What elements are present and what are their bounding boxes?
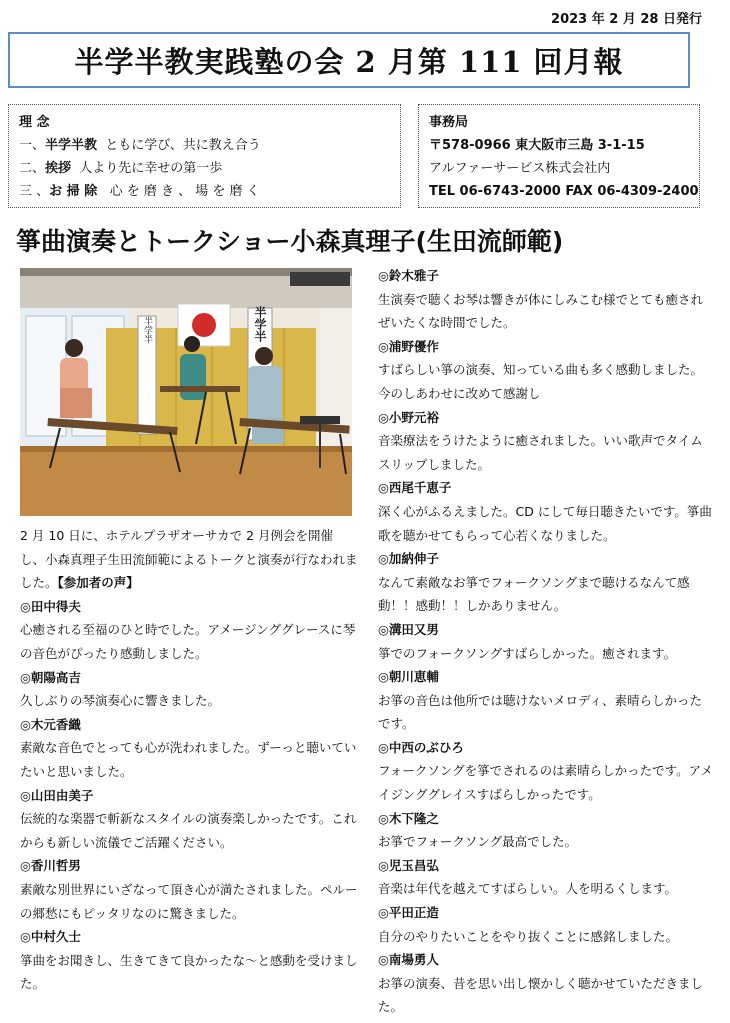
voice-comment: 自分のやりたいことをやり抜くことに感銘しました。 xyxy=(378,928,679,944)
issue-date: 2023 年 2 月 28 日発行 xyxy=(551,12,702,27)
voice-name: ◎中村久士 xyxy=(20,929,81,945)
voice-comment: 久しぶりの琴演奏心に響きました。 xyxy=(20,693,221,709)
voice-name: ◎加納伸子 xyxy=(378,551,439,567)
voice-name: ◎南場勇人 xyxy=(378,952,439,968)
right-column xyxy=(378,264,714,1019)
voice-entry xyxy=(378,665,714,736)
voice-entry xyxy=(378,948,714,1019)
voice-comment: 生演奏で聴くお琴は響きが体にしみこむ様でとても癒されぜいたくな時間でした。 xyxy=(378,291,704,331)
voice-entry xyxy=(20,595,358,666)
voice-comment: お箏の演奏、昔を思い出し懐かしく聴かせていただきました。 xyxy=(378,975,704,1015)
intro-paragraph xyxy=(20,524,358,595)
voice-entry xyxy=(20,784,358,855)
performance-photo xyxy=(20,268,352,516)
left-column xyxy=(20,524,358,996)
voice-comment: すばらしい箏の演奏、知っている曲も多く感動しました。今のしあわせに改めて感謝し xyxy=(378,362,704,401)
voice-comment: 伝統的な楽器で斬新なスタイルの演奏楽しかったです。これからも新しい流儀でご活躍ください。 xyxy=(20,811,357,850)
motto-num: 二、 xyxy=(19,161,46,176)
motto-key: お 掃 除 xyxy=(49,184,98,199)
newsletter-title-box xyxy=(8,32,690,88)
voice-entry xyxy=(20,854,358,925)
voice-name: ◎中西のぶひろ xyxy=(378,739,464,755)
article-title: 箏曲演奏とトークショー小森真理子(生田流師範) xyxy=(16,227,564,256)
voice-name: ◎朝川恵輔 xyxy=(378,669,439,685)
voice-entry xyxy=(378,476,714,547)
voice-name: ◎平田正造 xyxy=(378,905,439,921)
voice-comment: 素敵な音色でとっても心が洗われました。ずーっと聴いていたいと思いました。 xyxy=(20,740,357,779)
motto-key: 挨拶 xyxy=(45,161,72,176)
voice-comment: お箏でフォークソング最高でした。 xyxy=(378,834,578,850)
voice-name: ◎溝田又男 xyxy=(378,621,439,637)
motto-heading: 理 念 xyxy=(19,115,50,130)
office-company: アルファーサービス株式会社内 xyxy=(429,161,611,176)
voice-comment: 箏でのフォークソングすばらしかった。癒されます。 xyxy=(378,645,677,661)
office-address: 〒578-0966 東大阪市三島 3-1-15 xyxy=(429,138,645,153)
voice-name: ◎田中得夫 xyxy=(20,598,81,614)
motto-key: 半学半教 xyxy=(45,138,98,153)
office-heading: 事務局 xyxy=(429,115,469,130)
voice-comment: 心癒される至福のひと時でした。アメージンググレースに琴の音色がぴったり感動しました。 xyxy=(20,622,356,661)
intro-text: 2 月 10 日に、ホテルプラザオーサカで 2 月例会を開催し、小森真理子生田流師範によるトークと演奏が行なわれました。 xyxy=(20,528,358,591)
motto-text: 人より先に幸せの第一歩 xyxy=(79,161,223,176)
voice-name: ◎香川哲男 xyxy=(20,858,81,874)
voice-comment: なんて素敵なお箏でフォークソングまで聴けるなんて感動！！感動！！しかありません。 xyxy=(378,574,690,614)
voice-name: ◎木下隆之 xyxy=(378,810,439,826)
voice-name: ◎鈴木雅子 xyxy=(378,268,439,283)
motto-line-1 xyxy=(19,134,390,157)
voice-name: ◎児玉昌弘 xyxy=(378,857,439,873)
voice-name: ◎朝陽高吉 xyxy=(20,669,81,685)
voice-comment: 音楽は年代を越えてすばらしい。人を明るくします。 xyxy=(378,881,678,897)
motto-num: 三 、 xyxy=(19,184,50,199)
voice-name: ◎山田由美子 xyxy=(20,787,94,803)
voice-comment: 素敵な別世界にいざなって頂き心が満たされました。ペルーの郷愁にもピッタリなのに驚きました。 xyxy=(20,881,358,921)
voice-entry xyxy=(378,901,714,948)
banner-right-text: 半学半 xyxy=(253,306,267,342)
motto-text: 心 を 磨 き 、 場 を 磨 く xyxy=(109,184,260,199)
motto-box xyxy=(8,104,401,208)
voice-entry xyxy=(378,264,714,335)
voice-entry xyxy=(378,807,714,854)
voice-entry xyxy=(378,547,714,618)
voice-name: ◎小野元裕 xyxy=(378,409,439,425)
voice-comment: 深く心がふるえました。CD にして毎日聴きたいです。箏曲歌を聴かせてもらって心若くなりました。 xyxy=(378,503,712,543)
motto-line-2 xyxy=(19,157,390,180)
voice-comment: 箏曲をお聞きし、生きてきて良かったな〜と感動を受けました。 xyxy=(20,952,358,992)
motto-num: 一、 xyxy=(19,138,46,153)
newsletter-title: 半学半教実践塾の会 2 月第 111 回月報 xyxy=(74,44,624,79)
voice-entry xyxy=(20,666,358,713)
office-tel: TEL 06-6743-2000 FAX 06-4309-2400 xyxy=(429,184,699,199)
motto-line-3 xyxy=(19,180,390,203)
voice-entry xyxy=(20,713,358,784)
voice-comment: 音楽療法をうけたように癒されました。いい歌声でタイムスリップしました。 xyxy=(378,433,703,472)
voice-entry xyxy=(378,854,714,901)
voice-comment: フォークソングを箏でされるのは素晴らしかったです。アメイジンググレイスすばらしかったです。 xyxy=(378,763,713,803)
voice-entry xyxy=(378,406,714,477)
office-box xyxy=(418,104,700,208)
voice-entry xyxy=(20,925,358,996)
voice-name: ◎浦野優作 xyxy=(378,338,439,354)
motto-text: ともに学び、共に教え合う xyxy=(105,138,261,153)
voice-name: ◎西尾千恵子 xyxy=(378,480,452,496)
voice-entry xyxy=(378,335,714,406)
voice-entry xyxy=(378,736,714,807)
voice-name: ◎木元香織 xyxy=(20,716,81,732)
voice-comment: お箏の音色は他所では聴けないメロディ、素晴らしかったです。 xyxy=(378,692,703,732)
banner-left-text: 半学半 xyxy=(142,316,152,344)
voices-tag: 【参加者の声】 xyxy=(57,575,139,591)
voice-entry xyxy=(378,618,714,665)
